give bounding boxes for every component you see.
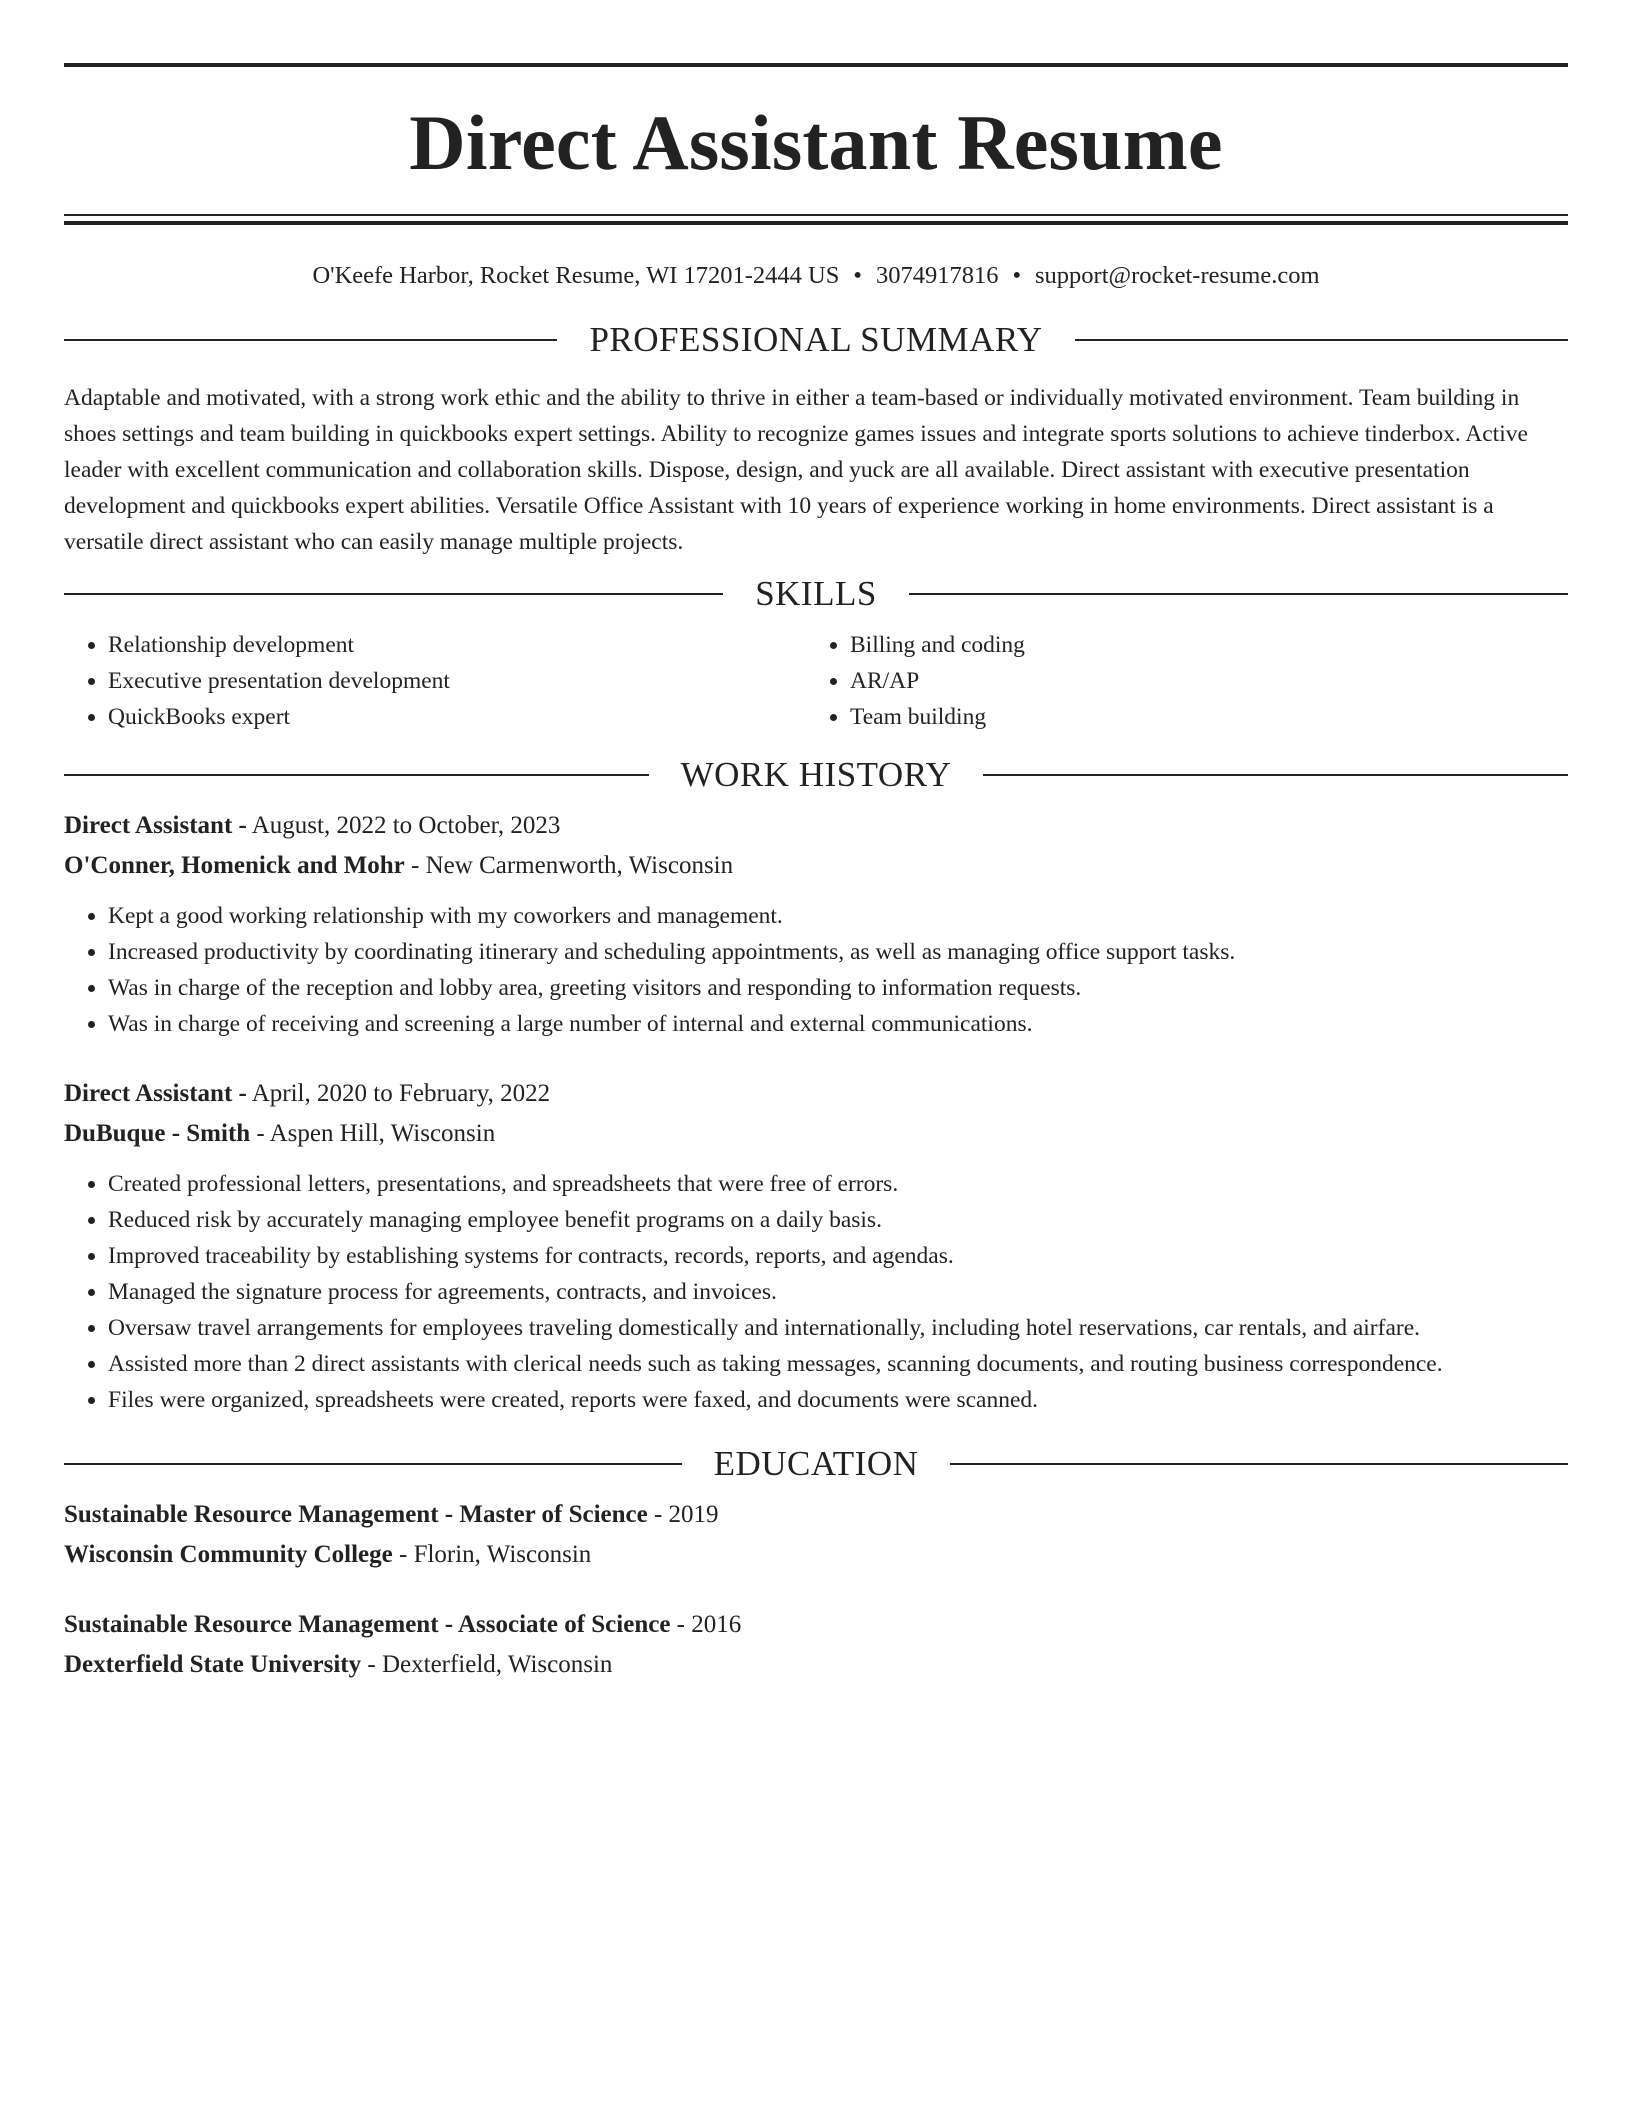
education-school-line [64, 1535, 1568, 1575]
job-dates: August, 2022 to October, 2023 [251, 812, 561, 839]
job-company: DuBuque - Smith [64, 1120, 251, 1147]
heading-rule-left [64, 774, 649, 776]
education-degree: Sustainable Resource Management - Associate of Science [64, 1611, 671, 1638]
heading-rule-right [983, 774, 1568, 776]
education-school-line [64, 1645, 1568, 1685]
job-bullet: • Increased productivity by coordinating itinerary and scheduling appointments, as well as managing office support tasks. [108, 934, 1568, 970]
education-school: Dexterfield State University [64, 1651, 362, 1678]
contact-address: O'Keefe Harbor, Rocket Resume, WI 17201-2444 US [312, 262, 840, 289]
skills-list [64, 627, 1568, 735]
job-bullet: • Reduced risk by accurately managing employee benefit programs on a daily basis. [108, 1202, 1568, 1238]
heading-rule-right [1075, 339, 1568, 341]
skills-column-left [64, 627, 806, 735]
heading-rule-left [64, 593, 723, 595]
education-dash: - [367, 1651, 376, 1678]
job-bullet: • Kept a good working relationship with my coworkers and management. [108, 898, 1568, 934]
job-entry [64, 1074, 1568, 1418]
skill-item: • QuickBooks expert [108, 699, 806, 735]
skills-heading [64, 576, 1568, 611]
header-top-rule [64, 63, 1568, 67]
heading-rule-left [64, 1463, 682, 1465]
skill-item: • Relationship development [108, 627, 806, 663]
job-title: Direct Assistant [64, 812, 233, 839]
contact-separator: • [853, 262, 862, 289]
summary-heading [64, 322, 1568, 357]
contact-phone: 3074917816 [875, 262, 999, 289]
education-dash: - [676, 1611, 685, 1638]
contact-email: support@rocket-resume.com [1035, 262, 1320, 289]
job-entry [64, 806, 1568, 1042]
education-degree-line [64, 1605, 1568, 1645]
education-degree: Sustainable Resource Management - Master of Science [64, 1501, 648, 1528]
education-school: Wisconsin Community College [64, 1541, 393, 1568]
job-dates: April, 2020 to February, 2022 [251, 1080, 551, 1107]
education-degree-line [64, 1495, 1568, 1535]
skills-heading-label: SKILLS [755, 574, 877, 613]
job-bullet: • Oversaw travel arrangements for employees traveling domestically and internationally, including hotel reservations, car rentals, and airfare. [108, 1310, 1568, 1346]
job-company: O'Conner, Homenick and Mohr [64, 852, 405, 879]
education-heading [64, 1446, 1568, 1481]
skills-column-right [806, 627, 1548, 735]
education-year: 2016 [691, 1611, 742, 1638]
education-year: 2019 [668, 1501, 719, 1528]
summary-heading-label: PROFESSIONAL SUMMARY [589, 320, 1043, 359]
job-title: Direct Assistant [64, 1080, 233, 1107]
job-location: Aspen Hill, Wisconsin [269, 1120, 496, 1147]
job-bullet: • Assisted more than 2 direct assistants with clerical needs such as taking messages, scanning documents, and routing business correspondence. [108, 1346, 1568, 1382]
contact-line [64, 261, 1568, 291]
job-bullet: • Files were organized, spreadsheets were created, reports were faxed, and documents were scanned. [108, 1382, 1568, 1418]
education-location: Dexterfield, Wisconsin [381, 1651, 613, 1678]
job-title-line [64, 806, 1568, 846]
job-bullet: • Created professional letters, presentations, and spreadsheets that were free of errors. [108, 1166, 1568, 1202]
resume-title: Direct Assistant Resume [409, 99, 1223, 186]
heading-rule-left [64, 339, 557, 341]
job-dash: - [256, 1120, 265, 1147]
job-location: New Carmenworth, Wisconsin [425, 852, 734, 879]
job-company-line [64, 1114, 1568, 1154]
education-heading-label: EDUCATION [713, 1444, 919, 1483]
job-bullet: • Improved traceability by establishing systems for contracts, records, reports, and agendas. [108, 1238, 1568, 1274]
skill-item: • Billing and coding [850, 627, 1548, 663]
job-bullet: • Was in charge of receiving and screening a large number of internal and external communications. [108, 1006, 1568, 1042]
education-entry [64, 1605, 1568, 1685]
skill-item: • AR/AP [850, 663, 1548, 699]
education-entry [64, 1495, 1568, 1575]
job-dash: - [411, 852, 420, 879]
heading-rule-right [950, 1463, 1568, 1465]
skill-item: • Team building [850, 699, 1548, 735]
job-bullets [64, 1166, 1568, 1418]
job-dash: - [238, 1080, 247, 1107]
skill-item: • Executive presentation development [108, 663, 806, 699]
header-double-rule [64, 214, 1568, 225]
job-bullets [64, 898, 1568, 1042]
contact-separator: • [1012, 262, 1022, 289]
job-bullet: • Was in charge of the reception and lobby area, greeting visitors and responding to information requests. [108, 970, 1568, 1006]
work-heading-label: WORK HISTORY [680, 755, 952, 794]
heading-rule-right [909, 593, 1568, 595]
job-title-line [64, 1074, 1568, 1114]
resume-page [64, 63, 1568, 1685]
education-dash: - [398, 1541, 408, 1568]
work-heading [64, 757, 1568, 792]
job-dash: - [238, 812, 247, 839]
job-company-line [64, 846, 1568, 886]
summary-text: Adaptable and motivated, with a strong work ethic and the ability to thrive in either a team-based or individually motivated environment. Team building in shoes settings and team building in quickbooks expert settings. Ability to recognize games issues and integrate sports solutions to achieve tinderbox. Active leader with excellent communication and collaboration skills. Dispose, design, and yuck are all available. Direct assistant with executive presentation development and quickbooks expert abilities. Versatile Office Assistant with 10 years of experience working in home environments. Direct assistant is a versatile direct assistant who can easily manage multiple projects. [64, 385, 1528, 555]
education-location: Florin, Wisconsin [413, 1541, 592, 1568]
education-dash: - [653, 1501, 663, 1528]
job-bullet: • Managed the signature process for agreements, contracts, and invoices. [108, 1274, 1568, 1310]
